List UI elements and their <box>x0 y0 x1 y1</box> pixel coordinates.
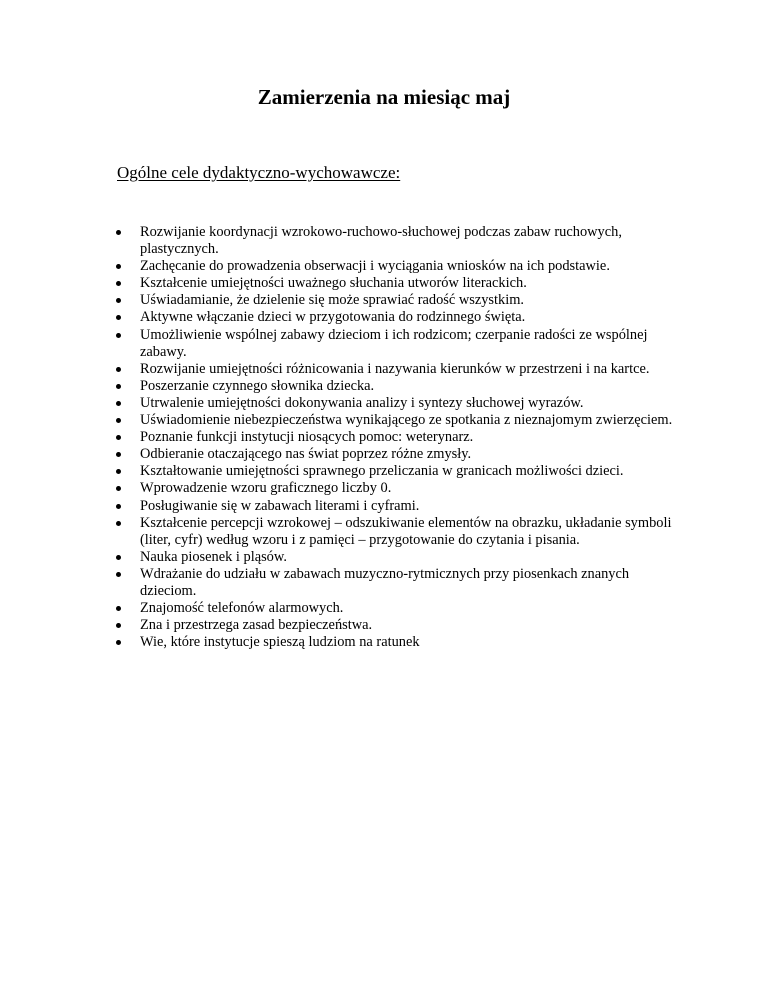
list-item <box>0 429 680 446</box>
list-item <box>0 412 680 429</box>
list-item <box>0 275 680 292</box>
list-item <box>0 515 680 549</box>
list-item <box>0 395 680 412</box>
bullet-icon <box>116 384 121 389</box>
list-item-text: Umożliwienie wspólnej zabawy dzieciom i ich rodzicom; czerpanie radości ze wspólnej zabawy. <box>140 326 648 360</box>
bullet-icon <box>116 521 121 526</box>
bullet-icon <box>116 469 121 474</box>
bullet-icon <box>116 298 121 303</box>
bullet-icon <box>116 452 121 457</box>
list-item-text: Zna i przestrzega zasad bezpieczeństwa. <box>140 617 373 634</box>
bullet-icon <box>116 281 121 286</box>
list-item-text: Wie, które instytucje spieszą ludziom na ratunek <box>140 634 420 651</box>
list-item-text: Znajomość telefonów alarmowych. <box>140 600 344 617</box>
list-item-text: Poznanie funkcji instytucji niosących pomoc: weterynarz. <box>140 429 474 446</box>
list-item <box>0 617 680 634</box>
bullet-icon <box>116 264 121 269</box>
list-item-text: Odbieranie otaczającego nas świat poprzez różne zmysły. <box>140 446 472 463</box>
list-item-text: Posługiwanie się w zabawach literami i cyframi. <box>140 497 420 514</box>
list-item-text: Aktywne włączanie dzieci w przygotowania do rodzinnego święta. <box>140 309 526 326</box>
list-item-text: Nauka piosenek i pląsów. <box>140 548 287 565</box>
bullet-icon <box>116 401 121 406</box>
bullet-icon <box>116 572 121 577</box>
bullet-icon <box>116 486 121 491</box>
document-title: Zamierzenia na miesiąc maj <box>257 85 511 109</box>
bullet-icon <box>116 555 121 560</box>
list-item-text: Rozwijanie umiejętności różnicowania i nazywania kierunków w przestrzeni i na kartce. <box>140 360 650 377</box>
list-item <box>0 258 680 275</box>
list-item <box>0 327 680 361</box>
bullet-icon <box>116 367 121 372</box>
list-item-text: Kształcenie umiejętności uważnego słuchania utworów literackich. <box>140 275 527 292</box>
list-item-text: Poszerzanie czynnego słownika dziecka. <box>140 377 375 394</box>
list-item <box>0 480 680 497</box>
list-item <box>0 600 680 617</box>
bullet-icon <box>116 333 121 338</box>
list-item <box>0 634 680 651</box>
list-item-text: Wdrażanie do udziału w zabawach muzyczno-rytmicznych przy piosenkach znanych dzieciom. <box>140 565 630 599</box>
bullet-icon <box>116 623 121 628</box>
section-heading: Ogólne cele dydaktyczno-wychowawcze: <box>117 163 401 182</box>
list-item <box>0 224 680 258</box>
bullet-icon <box>116 435 121 440</box>
list-item <box>0 566 680 600</box>
goals-list <box>0 224 680 651</box>
list-item <box>0 549 680 566</box>
list-item-text: Uświadamianie, że dzielenie się może sprawiać radość wszystkim. <box>140 292 525 309</box>
list-item-text: Rozwijanie koordynacji wzrokowo-ruchowo-słuchowej podczas zabaw ruchowych, plastycznych. <box>140 224 622 258</box>
list-item-text: Utrwalenie umiejętności dokonywania analizy i syntezy słuchowej wyrazów. <box>140 394 584 411</box>
list-item <box>0 446 680 463</box>
list-item-text: Uświadomienie niebezpieczeństwa wynikającego ze spotkania z nieznajomym zwierzęciem. <box>140 412 673 429</box>
list-item <box>0 498 680 515</box>
list-item-text: Kształcenie percepcji wzrokowej – odszukiwanie elementów na obrazku, układanie symboli (liter, cyfr) według wzoru i z pamięci – przygotowanie do czytania i pisania. <box>140 514 672 548</box>
list-item <box>0 309 680 326</box>
list-item-text: Zachęcanie do prowadzenia obserwacji i wyciągania wniosków na ich podstawie. <box>140 258 610 275</box>
list-item-text: Kształtowanie umiejętności sprawnego przeliczania w granicach możliwości dzieci. <box>140 463 624 480</box>
bullet-icon <box>116 315 121 320</box>
bullet-icon <box>116 230 121 235</box>
list-item <box>0 292 680 309</box>
list-item-text: Wprowadzenie wzoru graficznego liczby 0. <box>140 480 392 497</box>
bullet-icon <box>116 640 121 645</box>
bullet-icon <box>116 606 121 611</box>
bullet-icon <box>116 504 121 509</box>
bullet-icon <box>116 418 121 423</box>
list-item <box>0 463 680 480</box>
list-item <box>0 378 680 395</box>
list-item <box>0 361 680 378</box>
